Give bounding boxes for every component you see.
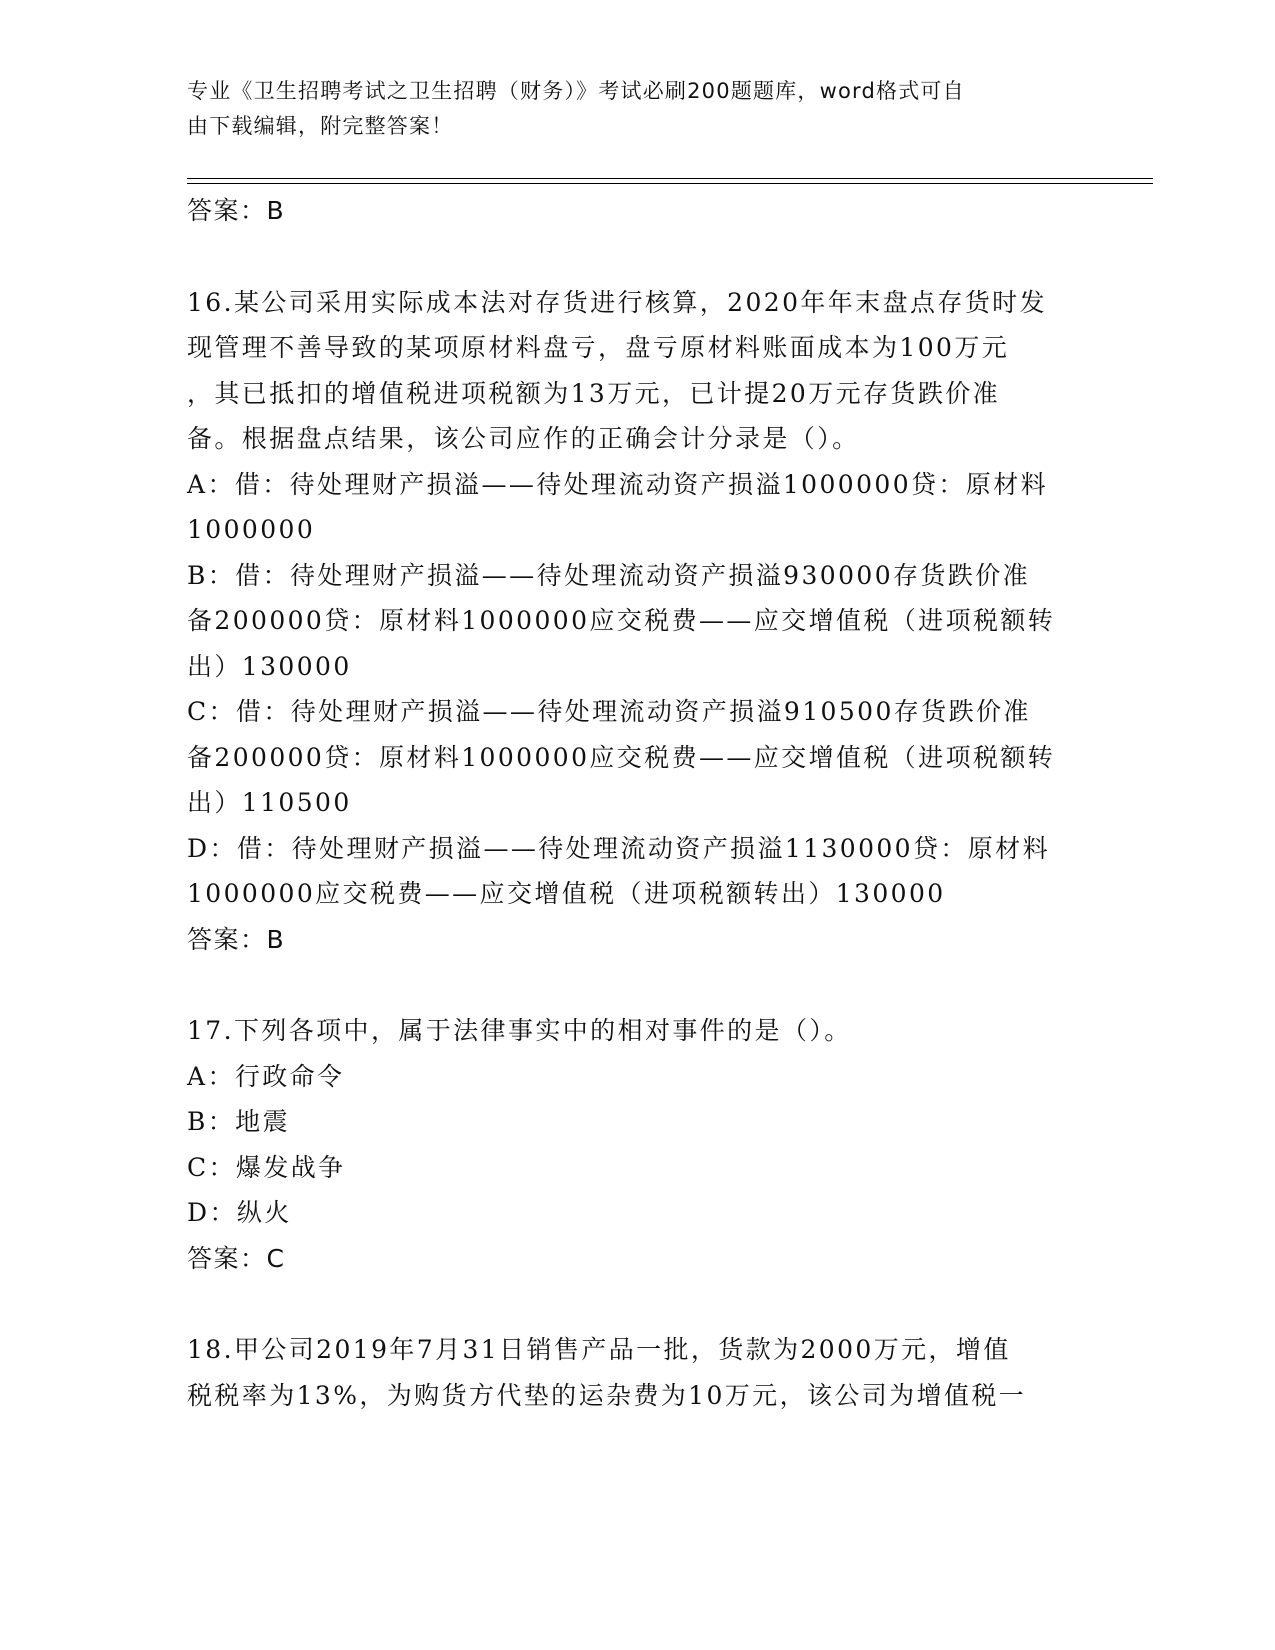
document-header <box>187 74 1067 144</box>
question-16-option-a <box>187 462 1087 553</box>
header-line-1: 专业《卫生招聘考试之卫生招聘（财务）》考试必刷200题题库，word格式可自 <box>187 79 965 103</box>
question-16-option-d <box>187 826 1087 917</box>
option-line: D：借：待处理财产损溢——待处理流动资产损溢1130000贷：原材料 <box>187 833 1050 863</box>
question-16-stem-line-2: 现管理不善导致的某项原材料盘亏，盘亏原材料账面成本为100万元 <box>187 333 1010 362</box>
question-16-option-c <box>187 689 1087 826</box>
header-rule-top <box>187 178 1153 179</box>
option-line: 出）110500 <box>187 788 352 817</box>
question-17-stem: 17.下列各项中，属于法律事实中的相对事件的是（）。 <box>187 1016 852 1045</box>
question-16 <box>187 280 1087 917</box>
question-17-option-c: C：爆发战争 <box>187 1152 346 1182</box>
option-line: 出）130000 <box>187 651 352 681</box>
question-16-stem-line-4: 备。根据盘点结果，该公司应作的正确会计分录是（）。 <box>187 424 860 453</box>
header-line-2: 由下载编辑，附完整答案！ <box>187 114 454 138</box>
document-body <box>187 188 1087 1418</box>
option-line: 备200000贷：原材料1000000应交税费——应交增值税（进项税额转 <box>187 606 1056 635</box>
option-line: 备200000贷：原材料1000000应交税费——应交增值税（进项税额转 <box>187 742 1056 772</box>
question-18 <box>187 1327 1087 1418</box>
question-18-stem-line-2: 税税率为13%，为购货方代垫的运杂费为10万元，该公司为增值税一 <box>187 1380 1027 1410</box>
option-line: 1000000应交税费——应交增值税（进项税额转出）130000 <box>187 879 946 908</box>
question-16-stem-line-3: ，其已抵扣的增值税进项税额为13万元，已计提20万元存货跌价准 <box>187 378 1001 408</box>
header-rule-bottom <box>187 183 1153 184</box>
question-17-option-d: D：纵火 <box>187 1198 292 1227</box>
question-17-option-b: B：地震 <box>187 1107 290 1136</box>
question-16-stem-line-1: 16.某公司采用实际成本法对存货进行核算，2020年年末盘点存货时发 <box>187 287 1047 317</box>
answer-15: 答案：B <box>187 196 286 225</box>
option-line: C：借：待处理财产损溢——待处理流动资产损溢910500存货跌价准 <box>187 697 1031 726</box>
answer-17: 答案：C <box>187 1243 286 1273</box>
question-17 <box>187 1008 1087 1236</box>
option-line: A：借：待处理财产损溢——待处理流动资产损溢1000000贷：原材料 <box>187 469 1048 499</box>
question-17-option-a: A：行政命令 <box>187 1061 345 1091</box>
option-line: 1000000 <box>187 515 316 544</box>
question-16-option-b <box>187 553 1087 690</box>
answer-16: 答案：B <box>187 924 286 954</box>
option-line: B：借：待处理财产损溢——待处理流动资产损溢930000存货跌价准 <box>187 560 1031 590</box>
question-18-stem-line-1: 18.甲公司2019年7月31日销售产品一批，货款为2000万元，增值 <box>187 1335 1011 1364</box>
